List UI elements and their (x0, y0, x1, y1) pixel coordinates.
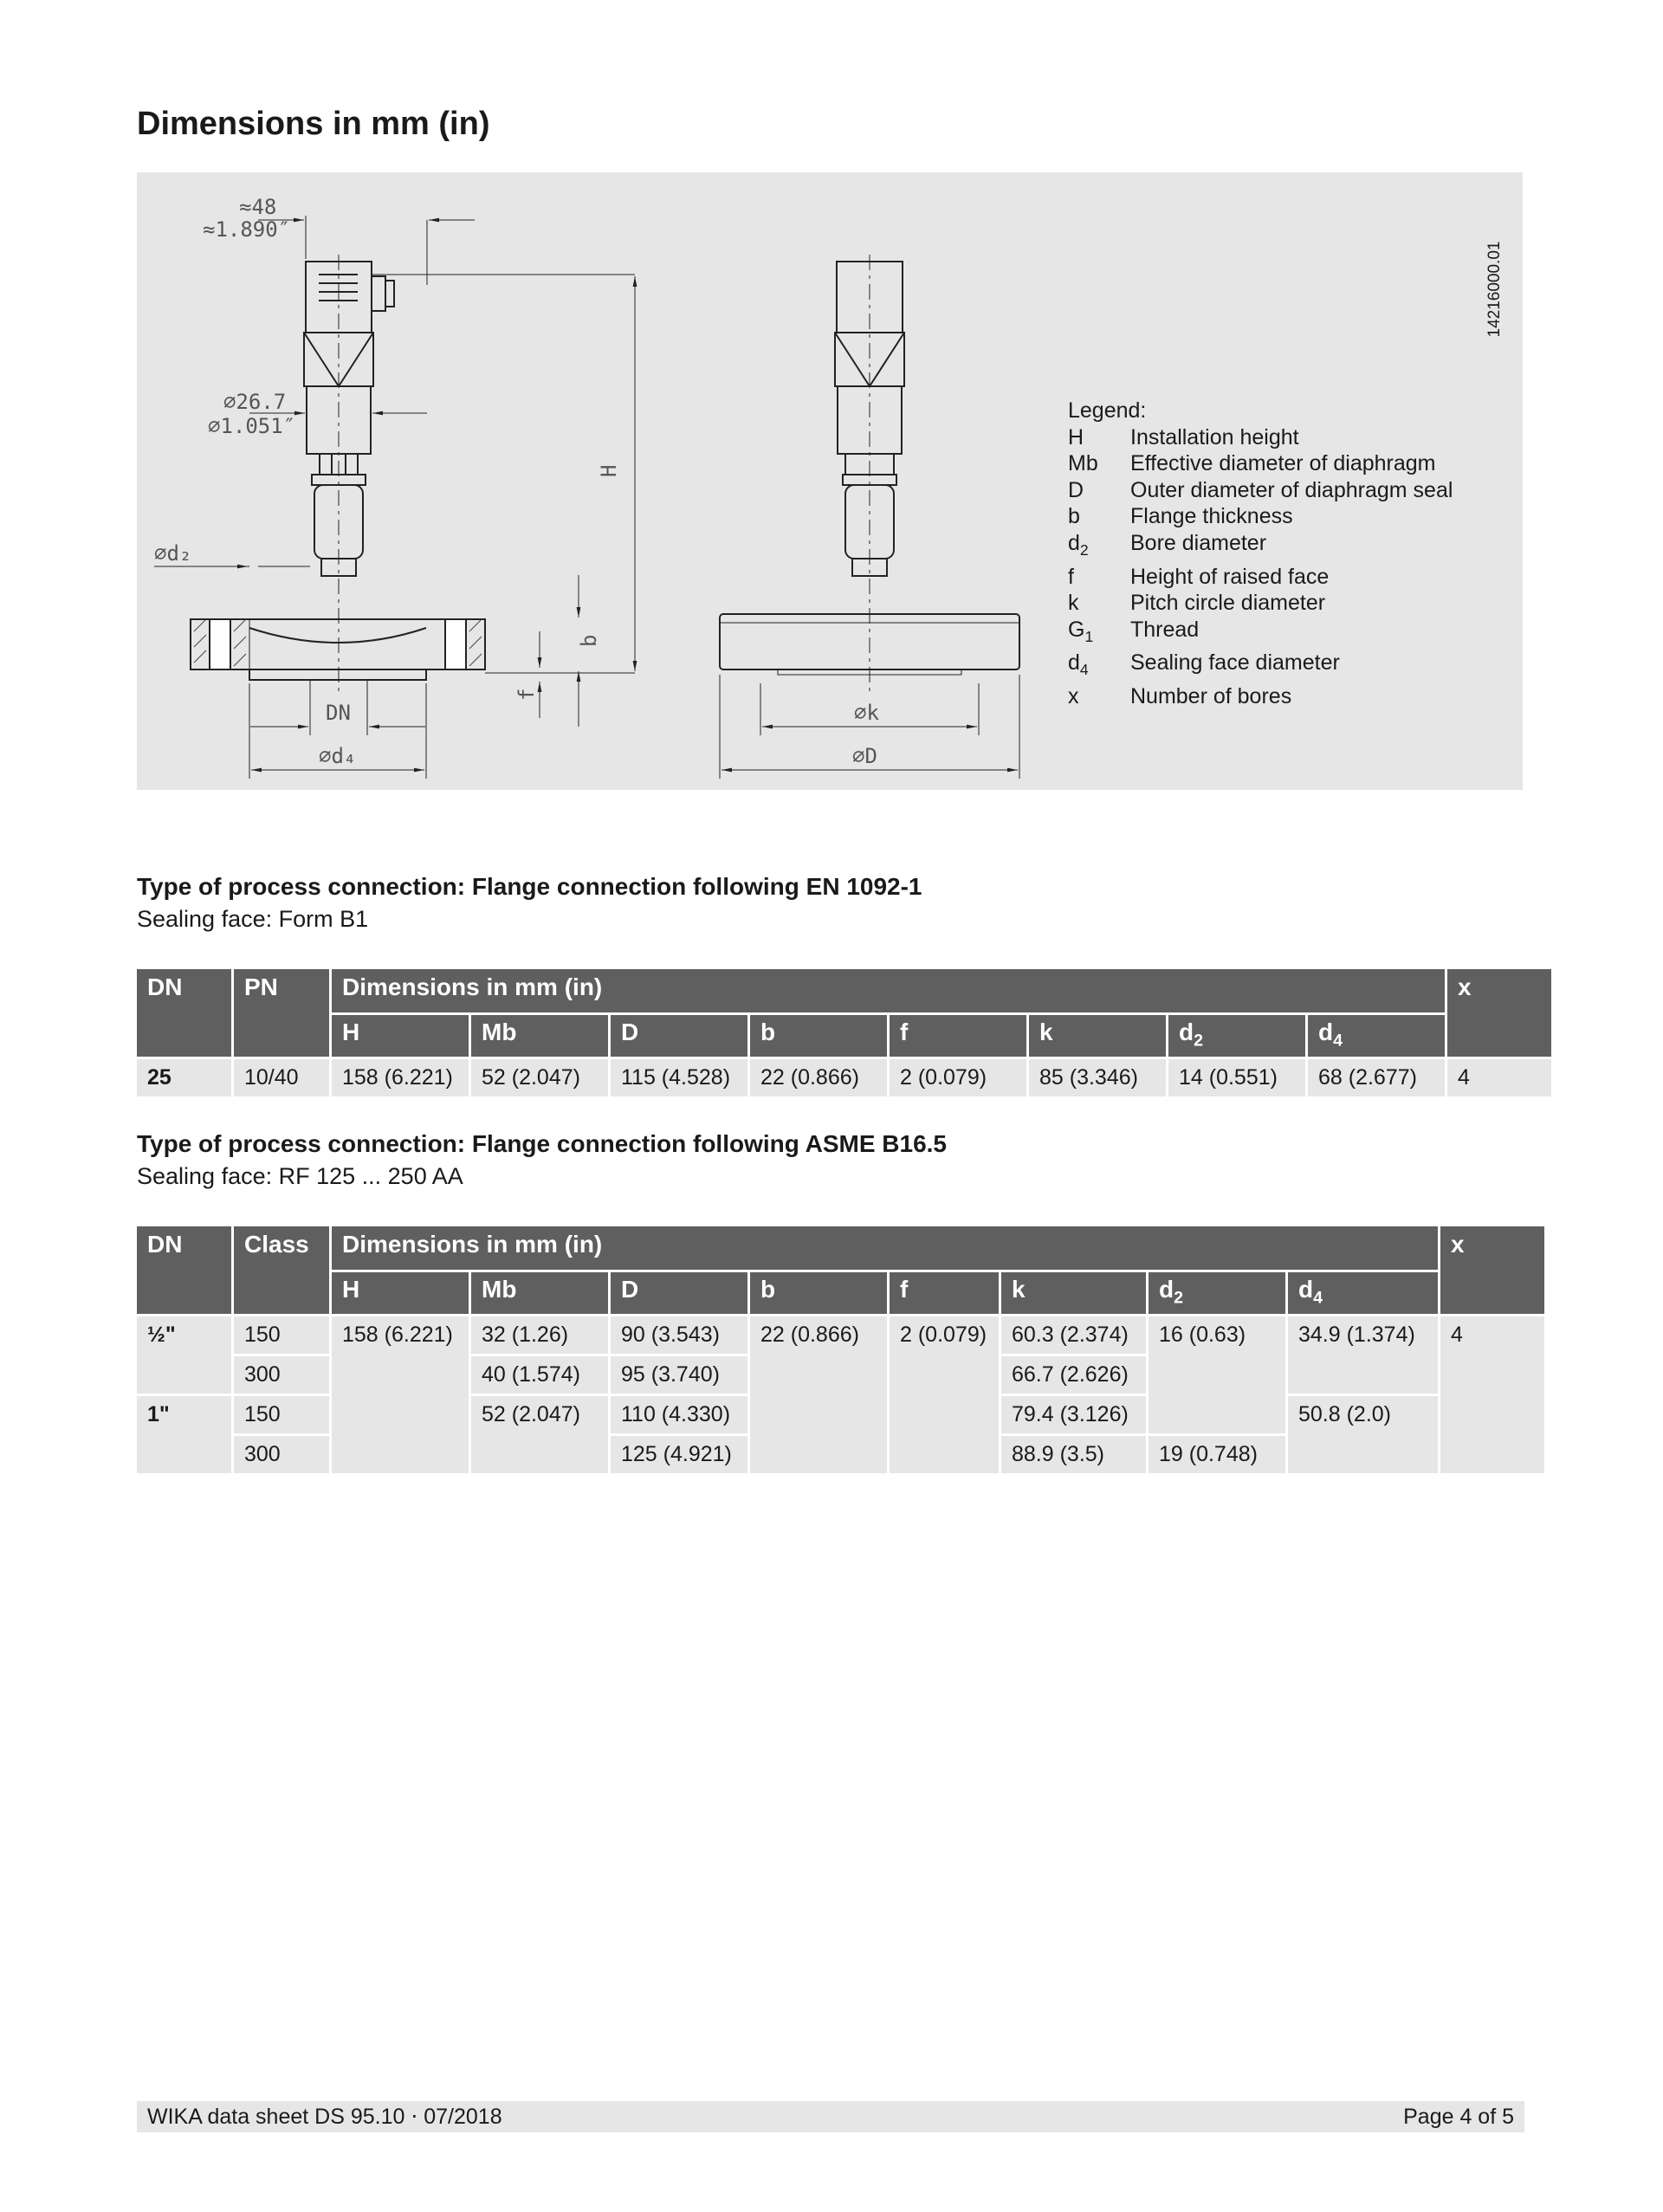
cell-pn: 10/40 (234, 1059, 329, 1096)
legend-text: Thread (1130, 617, 1200, 642)
header-dn: DN (137, 1226, 231, 1314)
footer-doc-info: WIKA data sheet DS 95.10 ⋅ 07/2018 (147, 2105, 502, 2129)
legend-text: Installation height (1130, 424, 1299, 450)
cell-h: 158 (6.221) (332, 1059, 469, 1096)
cell-x: 4 (1440, 1316, 1544, 1473)
header-d2: $d_2$ (1168, 1015, 1305, 1057)
k-label: ⌀k (854, 701, 879, 725)
header-class: Class (234, 1226, 329, 1314)
header-x: x (1440, 1226, 1544, 1314)
d-label: ⌀D (852, 744, 877, 768)
section1-heading: Type of process connection: Flange connection following EN 1092-1 (137, 873, 922, 900)
cell-x: 4 (1447, 1059, 1551, 1096)
cell-b: 22 (0.866) (750, 1316, 887, 1473)
cell-d4: 34.9 (1.374) (1288, 1316, 1438, 1394)
header-h: H (332, 1272, 469, 1314)
section1-sealing-face: Sealing face: Form B1 (137, 906, 369, 932)
cell-k: 60.3 (2.374) (1001, 1316, 1146, 1354)
legend-symbol: k (1068, 591, 1079, 616)
b-label: b (577, 634, 601, 647)
header-d4: $d_4$ (1288, 1272, 1438, 1314)
legend-symbol: $G_1$ (1068, 617, 1094, 645)
cell-d: 115 (4.528) (611, 1059, 747, 1096)
section2-heading: Type of process connection: Flange connection following ASME B16.5 (137, 1130, 947, 1157)
header-mb: Mb (471, 1272, 608, 1314)
legend-text: Flange thickness (1130, 504, 1293, 529)
legend-item (1068, 564, 1453, 591)
cell-d: 95 (3.740) (611, 1356, 747, 1394)
legend-item (1068, 650, 1453, 683)
header-d2: $d_2$ (1149, 1272, 1285, 1314)
legend-symbol: $d_4$ (1068, 650, 1089, 679)
legend-text: Pitch circle diameter (1130, 591, 1326, 616)
legend-text: Sealing face diameter (1130, 650, 1340, 676)
legend-symbol: Mb (1068, 451, 1098, 476)
legend-text: Bore diameter (1130, 530, 1267, 555)
legend-item (1068, 530, 1453, 564)
cell-d: 110 (4.330) (611, 1396, 747, 1433)
f-label: f (514, 688, 539, 701)
width-mm-label: ≈48 (239, 195, 277, 219)
header-b: b (750, 1015, 887, 1057)
page-footer (137, 2101, 1524, 2132)
d4-label: ⌀d₄ (319, 744, 357, 768)
legend-symbol: D (1068, 477, 1084, 502)
header-f: f (890, 1015, 1026, 1057)
header-k: k (1029, 1015, 1166, 1057)
legend-item (1068, 477, 1453, 504)
dn-label: DN (326, 701, 351, 725)
en1092-table (134, 967, 1554, 1099)
cell-mb: 52 (2.047) (471, 1059, 608, 1096)
cell-d4: 68 (2.677) (1308, 1059, 1445, 1096)
header-x: x (1447, 969, 1551, 1057)
cell-mb: 52 (2.047) (471, 1396, 608, 1473)
legend-text: Effective diameter of diaphragm (1130, 451, 1436, 476)
body-dia-mm-label: ⌀26.7 (223, 390, 287, 414)
cell-mb: 40 (1.574) (471, 1356, 608, 1394)
legend-item (1068, 424, 1453, 451)
legend-symbol: x (1068, 683, 1079, 708)
cell-f: 2 (0.079) (890, 1059, 1026, 1096)
header-mb: Mb (471, 1015, 608, 1057)
legend-text: Height of raised face (1130, 564, 1330, 589)
header-f: f (890, 1272, 999, 1314)
header-dimensions: Dimensions in mm (in) (332, 1226, 1438, 1270)
section2-sealing-face: Sealing face: RF 125 ... 250 AA (137, 1163, 463, 1189)
header-dn: DN (137, 969, 231, 1057)
cell-dn: 1" (137, 1396, 231, 1473)
h-label: H (597, 464, 621, 477)
legend-symbol: f (1068, 564, 1074, 589)
legend (1068, 398, 1453, 710)
dimension-labels (154, 195, 879, 768)
header-k: k (1001, 1272, 1146, 1314)
legend-symbol: b (1068, 504, 1080, 529)
header-b: b (750, 1272, 887, 1314)
cell-h: 158 (6.221) (332, 1316, 469, 1473)
drawing-number: 14216000.01 (1485, 241, 1504, 338)
table-row (137, 1059, 1551, 1096)
left-view (154, 216, 635, 779)
legend-title: Legend: (1068, 398, 1147, 423)
cell-k: 88.9 (3.5) (1001, 1436, 1146, 1473)
legend-item (1068, 503, 1453, 530)
cell-mb: 32 (1.26) (471, 1316, 608, 1354)
cell-d: 125 (4.921) (611, 1436, 747, 1473)
cell-d2: 16 (0.63) (1149, 1316, 1285, 1433)
cell-b: 22 (0.866) (750, 1059, 887, 1096)
cell-k: 85 (3.346) (1029, 1059, 1166, 1096)
cell-k: 66.7 (2.626) (1001, 1356, 1146, 1394)
cell-class: 150 (234, 1396, 329, 1433)
legend-text: Number of bores (1130, 683, 1292, 708)
header-d: D (611, 1272, 747, 1314)
header-pn: PN (234, 969, 329, 1057)
legend-text: Outer diameter of diaphragm seal (1130, 477, 1453, 502)
legend-item (1068, 450, 1453, 477)
cell-d4: 50.8 (2.0) (1288, 1396, 1438, 1473)
d2-label: ⌀d₂ (154, 541, 192, 566)
cell-class: 300 (234, 1356, 329, 1394)
asme-table (134, 1224, 1547, 1476)
cell-class: 300 (234, 1436, 329, 1473)
cell-d2: 14 (0.551) (1168, 1059, 1305, 1096)
cell-k: 79.4 (3.126) (1001, 1396, 1146, 1433)
cell-dn: 25 (137, 1059, 231, 1096)
header-d4: $d_4$ (1308, 1015, 1445, 1057)
body-dia-in-label: ⌀1.051″ (208, 414, 296, 438)
page-title: Dimensions in mm (in) (137, 106, 490, 142)
legend-item (1068, 617, 1453, 650)
page-number: Page 4 of 5 (1403, 2105, 1514, 2129)
drawing-id (1479, 220, 1511, 359)
legend-symbol: H (1068, 424, 1084, 450)
header-h: H (332, 1015, 469, 1057)
header-d: D (611, 1015, 747, 1057)
legend-item (1068, 683, 1453, 710)
legend-item (1068, 590, 1453, 617)
cell-class: 150 (234, 1316, 329, 1354)
cell-d2: 19 (0.748) (1149, 1436, 1285, 1473)
cell-d: 90 (3.543) (611, 1316, 747, 1354)
width-in-label: ≈1.890″ (203, 217, 291, 242)
dimension-drawing (137, 172, 1523, 790)
table-row (137, 1316, 1544, 1354)
legend-symbol: $d_2$ (1068, 530, 1089, 559)
cell-f: 2 (0.079) (890, 1316, 999, 1473)
header-dimensions: Dimensions in mm (in) (332, 969, 1445, 1012)
cell-dn: ½" (137, 1316, 231, 1394)
